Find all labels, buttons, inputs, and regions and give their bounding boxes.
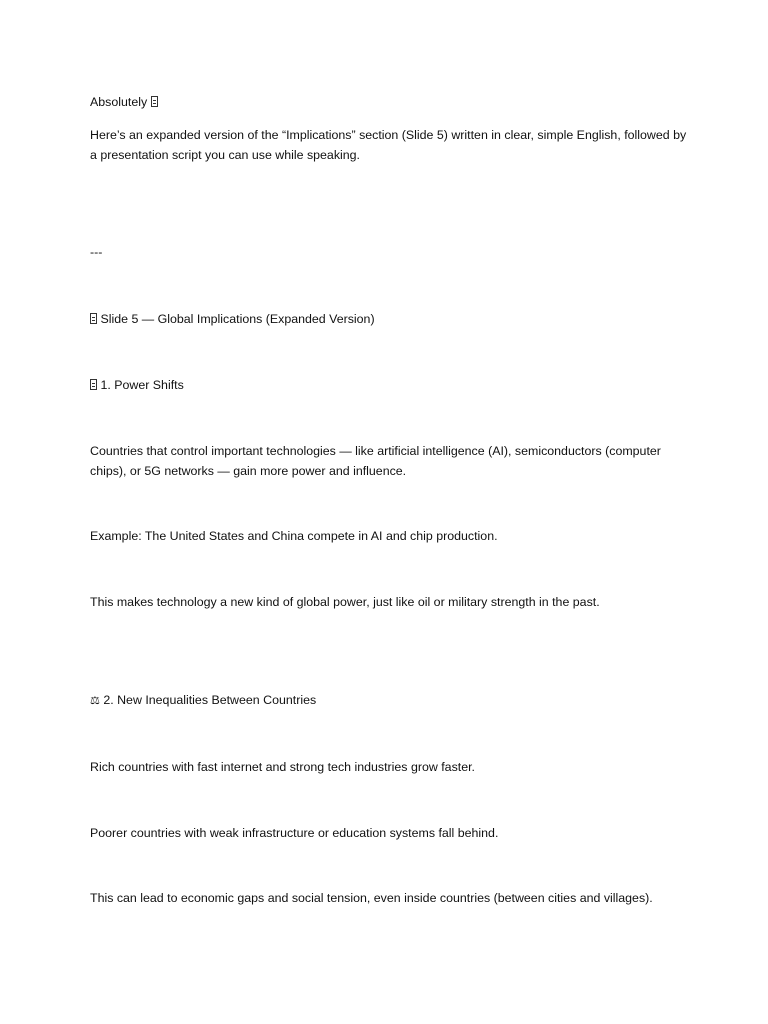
section1-heading-text: 1. Power Shifts: [100, 378, 184, 392]
missing-emoji-icon: [151, 96, 158, 107]
slide-heading-text: Slide 5 — Global Implications (Expanded Version): [100, 312, 375, 326]
intro-paragraph: Here’s an expanded version of the “Implications” section (Slide 5) written in clear, simple English, followed by a presentation script you can use while speaking.: [90, 128, 687, 162]
section1-heading: [90, 375, 690, 395]
scales-icon: ⚖: [90, 694, 100, 707]
section2-paragraph-1: Rich countries with fast internet and strong tech industries grow faster.: [90, 760, 475, 774]
missing-emoji-icon: [90, 313, 97, 324]
section2-heading-text: 2. New Inequalities Between Countries: [103, 693, 317, 707]
slide-heading: [90, 309, 690, 329]
section2-paragraph-3: This can lead to economic gaps and social tension, even inside countries (between cities and villages).: [90, 891, 653, 905]
section1-paragraph-3: This makes technology a new kind of global power, just like oil or military strength in the past.: [90, 595, 600, 609]
section1-paragraph-2: Example: The United States and China compete in AI and chip production.: [90, 529, 498, 543]
missing-emoji-icon: [90, 379, 97, 390]
section-divider: ---: [90, 245, 103, 259]
section1-paragraph-1: Countries that control important technologies — like artificial intelligence (AI), semiconductors (computer chips), or 5G networks — gain more power and influence.: [90, 444, 661, 478]
greeting-line: [90, 92, 690, 112]
section2-paragraph-2: Poorer countries with weak infrastructure or education systems fall behind.: [90, 826, 499, 840]
section2-heading: [90, 690, 690, 711]
greeting-text: Absolutely: [90, 95, 148, 109]
